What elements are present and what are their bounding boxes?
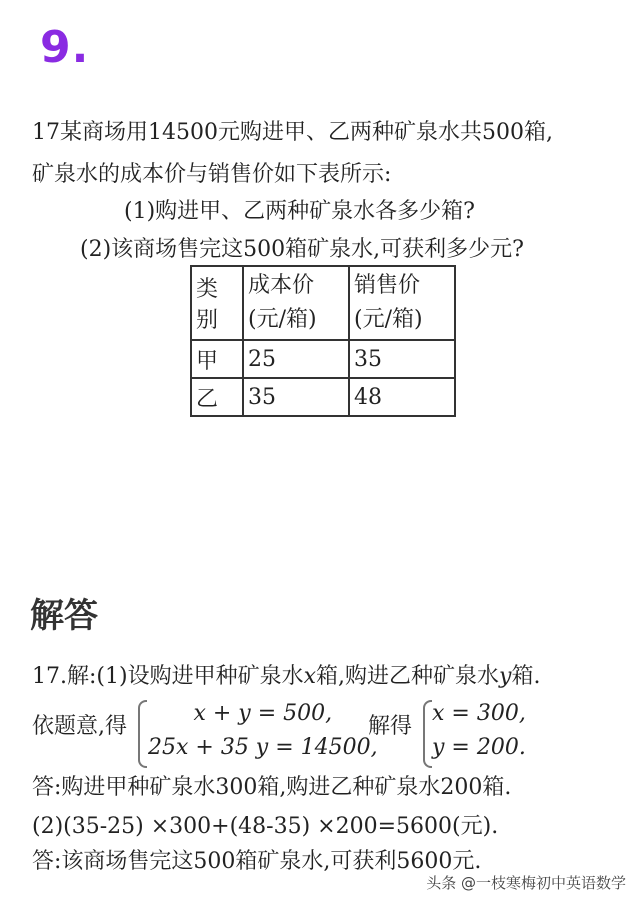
answer-part-1: 答:购进甲种矿泉水300箱,购进乙种矿泉水200箱. bbox=[32, 775, 512, 800]
left-brace bbox=[138, 700, 147, 768]
header-cost-label: 成本价 bbox=[248, 273, 315, 298]
left-brace bbox=[423, 700, 432, 768]
row-sale: 35 bbox=[349, 340, 455, 378]
variable-x: x bbox=[303, 664, 316, 689]
solution-setup-a: 17.解:(1)设购进甲种矿泉水 bbox=[32, 664, 304, 689]
header-sale-price bbox=[349, 266, 455, 340]
answer-part-2: 答:该商场售完这500箱矿泉水,可获利5600元. bbox=[32, 849, 482, 874]
row-cost: 35 bbox=[243, 378, 349, 416]
header-sale-unit: (元/箱) bbox=[354, 307, 423, 332]
problem-text-line1: 17某商场用14500元购进甲、乙两种矿泉水共500箱, bbox=[32, 120, 553, 145]
equation-system bbox=[148, 697, 378, 765]
header-category: 类别 bbox=[191, 266, 243, 340]
problem-question-2: (2)该商场售完这500箱矿泉水,可获利多少元? bbox=[80, 237, 524, 262]
solution-setup-line bbox=[32, 662, 540, 692]
table-row bbox=[191, 340, 455, 378]
row-category: 甲 bbox=[191, 340, 243, 378]
problem-question-1: (1)购进甲、乙两种矿泉水各多少箱? bbox=[124, 199, 475, 224]
price-table-header-row bbox=[191, 266, 455, 340]
price-table bbox=[190, 265, 456, 417]
watermark: 头条 @一枝寒梅初中英语数学 bbox=[426, 874, 626, 892]
variable-y: y bbox=[499, 664, 512, 689]
solution-system bbox=[432, 697, 526, 765]
row-cost: 25 bbox=[243, 340, 349, 378]
solve-label: 解得 bbox=[368, 714, 413, 739]
table-row bbox=[191, 378, 455, 416]
calculation-part-2: (2)(35-25) ×300+(48-35) ×200=5600(元). bbox=[32, 814, 499, 839]
solution-y: y = 200. bbox=[432, 735, 526, 760]
header-sale-label: 销售价 bbox=[354, 273, 421, 298]
equation-2: 25x + 35 y = 14500, bbox=[148, 735, 378, 760]
equation-intro: 依题意,得 bbox=[32, 714, 127, 739]
problem-text-line2: 矿泉水的成本价与销售价如下表所示: bbox=[32, 162, 392, 187]
question-number: 9. bbox=[40, 22, 90, 73]
solution-setup-b: 箱,购进乙种矿泉水 bbox=[316, 664, 499, 689]
header-cost-price bbox=[243, 266, 349, 340]
row-sale: 48 bbox=[349, 378, 455, 416]
solution-setup-c: 箱. bbox=[511, 664, 541, 689]
equation-1: x + y = 500, bbox=[193, 701, 333, 726]
row-category: 乙 bbox=[191, 378, 243, 416]
header-cost-unit: (元/箱) bbox=[248, 307, 317, 332]
answer-heading: 解答 bbox=[30, 596, 98, 636]
solution-x: x = 300, bbox=[432, 701, 526, 726]
